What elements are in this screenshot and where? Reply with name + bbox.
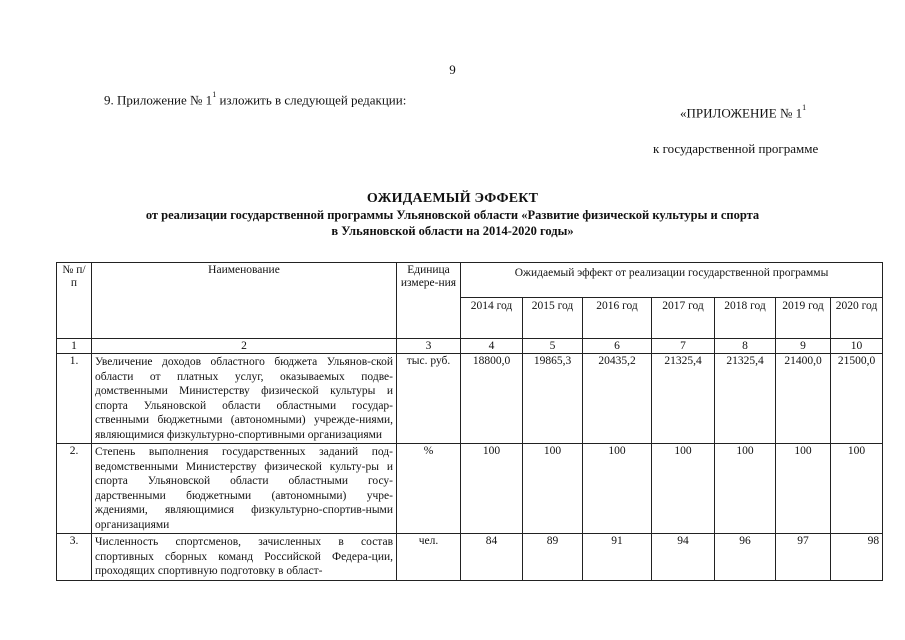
row-value: 100 bbox=[583, 444, 652, 534]
row-value: 100 bbox=[715, 444, 776, 534]
column-number: 3 bbox=[397, 339, 461, 354]
row-value: 84 bbox=[461, 534, 523, 581]
appendix-superscript: 1 bbox=[802, 103, 807, 112]
header-year: 2018 год bbox=[715, 298, 776, 339]
header-year: 2020 год bbox=[831, 298, 883, 339]
header-year: 2019 год bbox=[776, 298, 831, 339]
row-value: 21500,0 bbox=[831, 354, 883, 444]
row-unit: % bbox=[397, 444, 461, 534]
row-value: 19865,3 bbox=[523, 354, 583, 444]
row-unit: тыс. руб. bbox=[397, 354, 461, 444]
row-name: Увеличение доходов областного бюджета Ульянов-ской области от платных услуг, оказываемых подве-домственными Министерству физической культуры и спорта Ульяновской области областными государ-ственными бюджетными (автономными) учрежде-ниями, являющимися физкультурно-спортивными организациями bbox=[92, 354, 397, 444]
header-year: 2017 год bbox=[652, 298, 715, 339]
column-number-row bbox=[57, 339, 883, 354]
intro-paragraph bbox=[104, 92, 406, 108]
row-unit: чел. bbox=[397, 534, 461, 581]
row-value: 100 bbox=[523, 444, 583, 534]
header-effect: Ожидаемый эффект от реализации государственной программы bbox=[461, 263, 883, 298]
row-name: Численность спортсменов, зачисленных в состав спортивных сборных команд Российской Федера-ции, проходящих спортивную подготовку в област- bbox=[92, 534, 397, 581]
row-value: 21400,0 bbox=[776, 354, 831, 444]
document-title: ОЖИДАЕМЫЙ ЭФФЕКТ bbox=[366, 191, 539, 206]
table-header-row bbox=[57, 263, 883, 298]
appendix-label bbox=[680, 105, 806, 121]
table-row bbox=[57, 444, 883, 534]
row-num: 2. bbox=[57, 444, 92, 534]
intro-text: 9. Приложение № 1 bbox=[104, 92, 213, 108]
column-number: 10 bbox=[831, 339, 883, 354]
table-row bbox=[57, 534, 883, 581]
column-number: 4 bbox=[461, 339, 523, 354]
header-year: 2015 год bbox=[523, 298, 583, 339]
row-value: 18800,0 bbox=[461, 354, 523, 444]
appendix-subtitle: к государственной программе bbox=[653, 141, 819, 156]
row-value: 21325,4 bbox=[715, 354, 776, 444]
row-value: 21325,4 bbox=[652, 354, 715, 444]
header-unit: Единица измере-ния bbox=[397, 263, 461, 339]
column-number: 7 bbox=[652, 339, 715, 354]
document-subtitle-line-2: в Ульяновской области на 2014-2020 годы» bbox=[331, 224, 574, 238]
row-value: 89 bbox=[523, 534, 583, 581]
table-row bbox=[57, 354, 883, 444]
row-value: 100 bbox=[831, 444, 883, 534]
column-number: 6 bbox=[583, 339, 652, 354]
row-value: 100 bbox=[776, 444, 831, 534]
row-num: 3. bbox=[57, 534, 92, 581]
header-name: Наименование bbox=[92, 263, 397, 339]
row-name: Степень выполнения государственных заданий под-ведомственными Министерству физической культу-ры и спорта Ульяновской области областными госу-дарственными бюджетными (автономными) учре-ждениями, являющимися физкультурно-спортив-ными организациями bbox=[92, 444, 397, 534]
row-value: 97 bbox=[776, 534, 831, 581]
row-value: 98 bbox=[831, 534, 883, 581]
header-year: 2016 год bbox=[583, 298, 652, 339]
column-number: 9 bbox=[776, 339, 831, 354]
header-year: 2014 год bbox=[461, 298, 523, 339]
row-value: 20435,2 bbox=[583, 354, 652, 444]
expected-effect-table bbox=[56, 262, 883, 581]
row-value: 100 bbox=[461, 444, 523, 534]
row-value: 91 bbox=[583, 534, 652, 581]
page-number: 9 bbox=[449, 62, 456, 77]
row-value: 96 bbox=[715, 534, 776, 581]
document-subtitle-line-1: от реализации государственной программы Ульяновской области «Развитие физической культуры и спорта bbox=[145, 208, 760, 222]
row-num: 1. bbox=[57, 354, 92, 444]
appendix-label-text: «ПРИЛОЖЕНИЕ № 1 bbox=[680, 105, 803, 121]
header-num: № п/п bbox=[57, 263, 92, 339]
column-number: 5 bbox=[523, 339, 583, 354]
column-number: 8 bbox=[715, 339, 776, 354]
column-number: 2 bbox=[92, 339, 397, 354]
row-value: 94 bbox=[652, 534, 715, 581]
intro-tail: изложить в следующей редакции: bbox=[216, 92, 407, 108]
intro-superscript: 1 bbox=[212, 90, 217, 99]
row-value: 100 bbox=[652, 444, 715, 534]
column-number: 1 bbox=[57, 339, 92, 354]
